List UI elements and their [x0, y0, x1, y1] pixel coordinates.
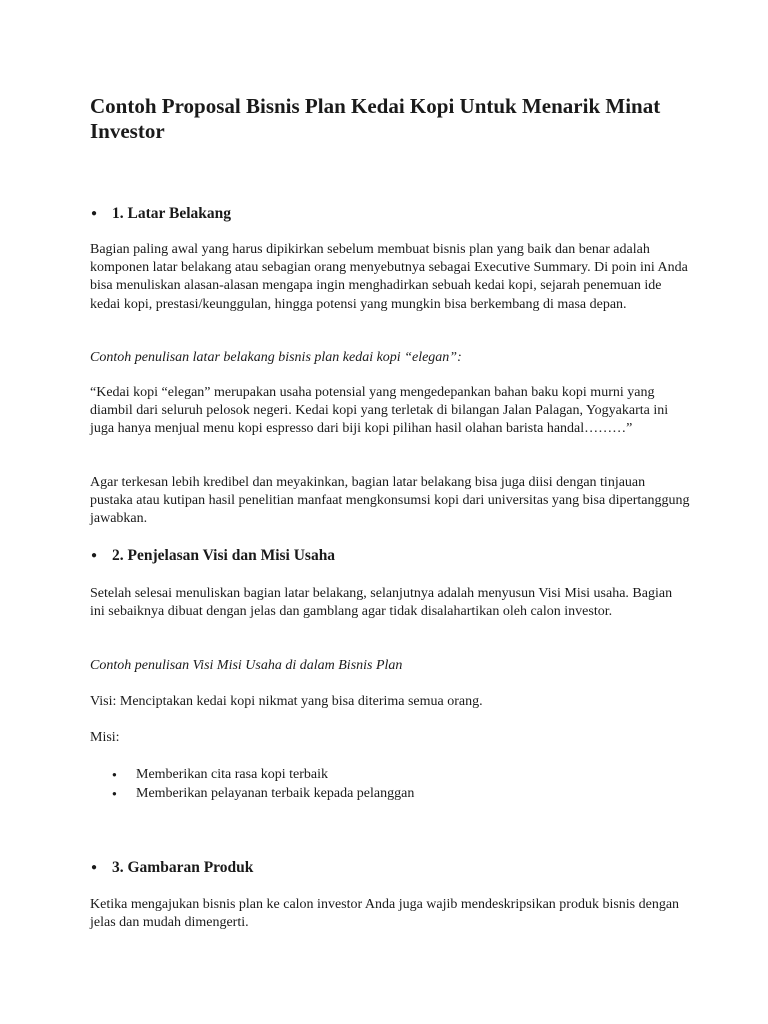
- document-title: Contoh Proposal Bisnis Plan Kedai Kopi Untuk Menarik Minat Investor: [90, 94, 661, 143]
- misi-label: Misi:: [90, 730, 120, 745]
- example-caption-latar-belakang: Contoh penulisan latar belakang bisnis plan kedai kopi “elegan”:: [90, 350, 462, 365]
- paragraph-latar-belakang-intro: Bagian paling awal yang harus dipikirkan sebelum membuat bisnis plan yang baik dan benar adalah komponen latar belakang atau sebagian orang menyebutnya sebagai Executive Summary. Di poin ini Anda bisa menuliskan alasan-alasan mengapa ingin menghadirkan sebuah kedai kopi, sejarah penemuan ide kedai kopi, prestasi/keunggulan, hingga potensi yang mungkin bisa berkembang di masa depan.: [90, 242, 688, 312]
- section-heading-latar-belakang: ● 1. Latar Belakang: [112, 205, 231, 223]
- paragraph-visi-misi-intro: Setelah selesai menuliskan bagian latar belakang, selanjutnya adalah menyusun Visi Misi usaha. Bagian ini sebaiknya dibuat dengan jelas dan gamblang agar tidak disalahartikan oleh calon investor.: [90, 586, 673, 620]
- list-item: ● Memberikan pelayanan terbaik kepada pelanggan: [90, 785, 414, 804]
- section-heading-visi-misi: ● 2. Penjelasan Visi dan Misi Usaha: [112, 547, 335, 565]
- section-heading-gambaran-produk: ● 3. Gambaran Produk: [112, 859, 253, 877]
- paragraph-gambaran-produk: Ketika mengajukan bisnis plan ke calon investor Anda juga wajib mendeskripsikan produk bisnis dengan jelas dan mudah dimengerti.: [90, 897, 680, 931]
- list-item: ● Memberikan cita rasa kopi terbaik: [90, 766, 414, 785]
- paragraph-latar-belakang-credibility: Agar terkesan lebih kredibel dan meyakinkan, bagian latar belakang bisa juga diisi dengan tinjauan pustaka atau kutipan hasil penelitian manfaat mengkonsumsi kopi dari universitas yang bisa dipertanggung jawabkan.: [90, 475, 690, 527]
- example-caption-visi-misi: Contoh penulisan Visi Misi Usaha di dalam Bisnis Plan: [90, 658, 403, 673]
- misi-list: [90, 766, 414, 803]
- quote-latar-belakang-example: “Kedai kopi “elegan” merupakan usaha potensial yang mengedepankan bahan baku kopi murni yang diambil dari seluruh pelosok negeri. Kedai kopi yang terletak di bilangan Jalan Palagan, Yogyakarta ini juga hanya menjual menu kopi espresso dari biji kopi pilihan hasil olahan barista handal………”: [90, 385, 669, 437]
- visi-statement: Visi: Menciptakan kedai kopi nikmat yang bisa diterima semua orang.: [90, 694, 483, 709]
